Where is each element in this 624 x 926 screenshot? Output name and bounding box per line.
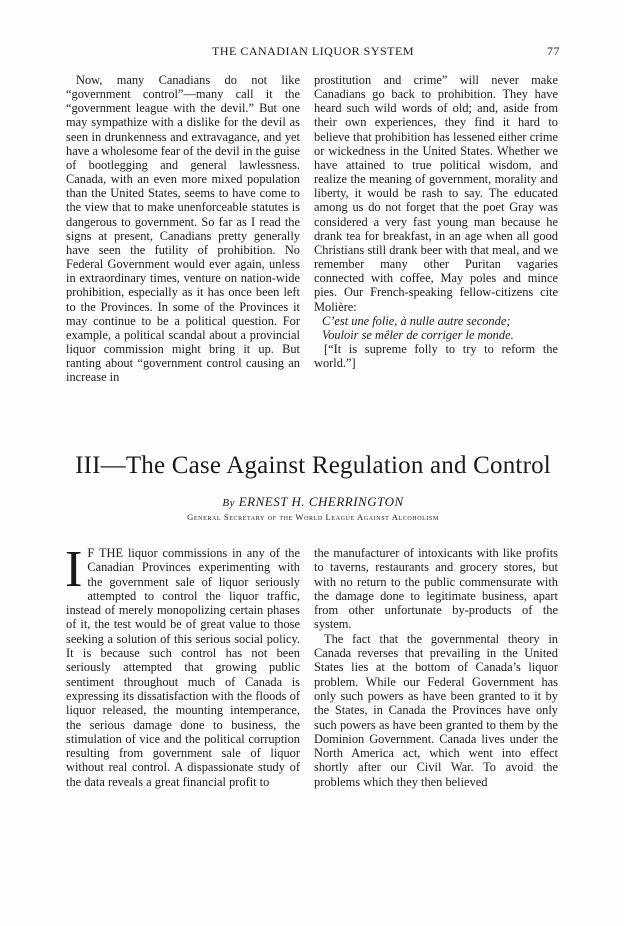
article-paragraph-2: the manufacturer of intoxicants with like profits to taverns, restaurants and grocery stores, but with no return to the public commensurate with the damage done to legitimate business, apart from other unfortunate by-products of the system. bbox=[314, 546, 558, 632]
quote-translation: [“It is supreme folly to try to reform the world.”] bbox=[314, 341, 558, 371]
article-title: III—The Case Against Regulation and Control bbox=[75, 452, 551, 479]
prev-article-paragraph-1: Now, many Canadians do not like “government control”—many call it the “government league with the devil.” But one may sympathize with a dislike for the devil as seen in drunkenness and extravagance, and yet have a wholesome fear of the devil in the guise of bootlegging and general lawlessness. Canada, with an even more mixed population than the United States, seems to have come to the view that to make unenforceable statutes is dangerous to government. So far as I read the signs at present, Canadians pretty generally have seen the futility of prohibition. No Federal Government would ever again, unless in extraordinary times, venture on nation-wide prohibition, especially as it has once been left to the Provinces. In some of the Provinces it may continue to be a political question. For example, a political scandal about a provincial liquor commission might bring it up. But ranting about “government control causing an increase in bbox=[66, 73, 300, 385]
article-paragraph-1 bbox=[65, 541, 300, 789]
article-column-1 bbox=[65, 541, 300, 789]
article-paragraph-3: The fact that the governmental theory in Canada reverses that prevailing in the United States lies at the bottom of Canada’s liquor problem. While our Federal Government has only such powers as have been granted to it by the States, in Canada the Provinces have only such powers as have been granted to them by the Dominion Government. Canada lives under the North America act, which went into effect shortly after our Civil War. To avoid the problems which they then believed bbox=[314, 631, 558, 789]
author-affiliation: General Secretary of the World League Against Alcoholism bbox=[187, 512, 439, 522]
prev-article-column-2 bbox=[314, 73, 558, 370]
prev-article-paragraph-2: prostitution and crime” will never make Canadians go back to prohibition. They have heard such wild words of old; and, aside from their own experiences, they find it hard to believe that prohibition has lessened either crime or wickedness in the United States. Whether we have attained to true political wisdom, and realize the meaning of government, morality and liberty, it would be rash to say. The educated among us do not forget that the poet Gray was considered a very fast young man because he drank tea for breakfast, in an age when all good Christians still drank beer with that meal, and we remember many other Puritan vagaries connected with coffee, May poles and mince pies. Our French-speaking fellow-citizens cite Molière: bbox=[314, 73, 558, 314]
drop-cap: I bbox=[65, 541, 83, 598]
moliere-quote-line-2: Vouloir se mêler de corriger le monde. bbox=[322, 327, 514, 342]
prev-article-column-1 bbox=[66, 73, 300, 384]
byline-prefix: By bbox=[222, 497, 235, 509]
page-number: 77 bbox=[547, 44, 560, 58]
article-paragraph-1-text: liquor commissions in any of the Canadian Provinces experimenting with the government sale of liquor seriously attempted to control the liquor traffic, instead of merely monopolizing certain phases of it, the test would be of great value to those seeking a solution of this serious social policy. It is because such control has not been seriously attempted that growing public sentiment throughout much of Canada is expressing its dissatisfaction with the floods of liquor released, the mounting intemperance, the serious damage done to business, the stimulation of vice and the political corruption resulting from government sale of liquor without real control. A dispassionate study of the data reveals a great financial profit to bbox=[66, 546, 300, 789]
running-title: THE CANADIAN LIQUOR SYSTEM bbox=[212, 44, 414, 58]
moliere-quote-line-1: C’est une folie, à nulle autre seconde; bbox=[322, 313, 511, 328]
lead-words: F THE bbox=[87, 546, 124, 560]
author-name: ERNEST H. CHERRINGTON bbox=[238, 494, 404, 509]
byline bbox=[66, 494, 560, 510]
article-column-2 bbox=[314, 546, 558, 789]
